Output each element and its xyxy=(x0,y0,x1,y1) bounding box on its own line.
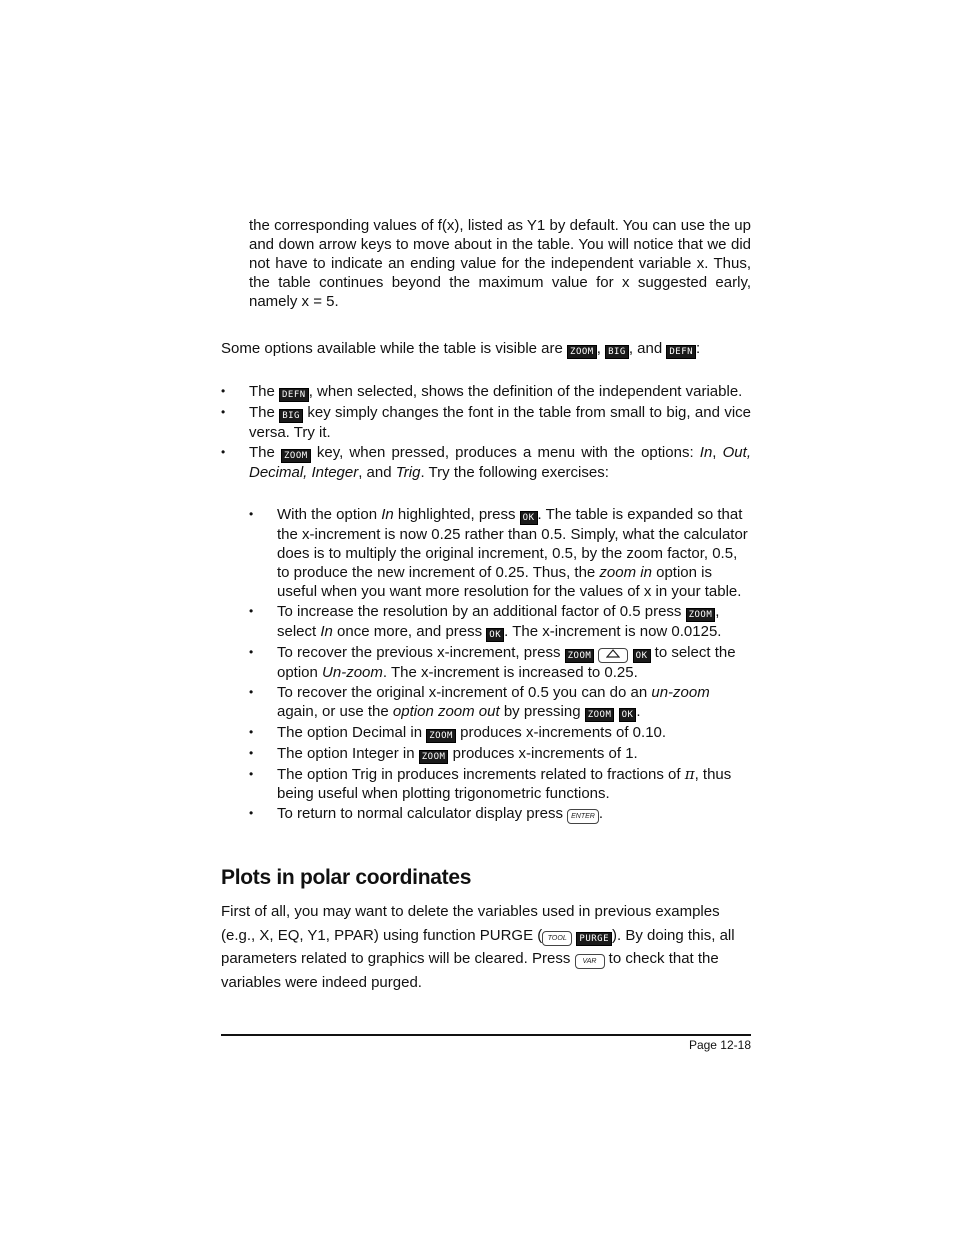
separator: , and xyxy=(628,340,667,357)
text: , when selected, shows the definition of the independent variable. xyxy=(308,383,743,400)
list-item xyxy=(221,403,751,442)
text: The option Decimal in xyxy=(277,724,427,741)
bullet-icon: • xyxy=(249,746,254,760)
list-item xyxy=(221,382,751,402)
text: zoom in xyxy=(599,564,652,581)
bullet-icon: • xyxy=(249,507,254,521)
list-item xyxy=(249,765,751,803)
bullet-icon: • xyxy=(249,725,254,739)
text: key simply changes the font in the table from small to big, and vice versa. Try it. xyxy=(249,404,751,441)
text: . The x-increment is increased to 0.25. xyxy=(382,664,638,681)
text: produces x-increments of 1. xyxy=(448,745,638,762)
section-paragraph xyxy=(221,900,751,994)
text: un-zoom xyxy=(651,684,710,701)
text: . The x-increment is now 0.0125. xyxy=(504,623,722,640)
defn-key-icon: DEFN xyxy=(279,388,309,402)
option-out: Out, xyxy=(722,444,751,461)
text: To recover the previous x-increment, press xyxy=(277,644,565,661)
bullet-icon: • xyxy=(249,645,254,659)
text: Un-zoom xyxy=(322,664,383,681)
option-in: In xyxy=(699,444,713,461)
text: key, when pressed, produces a menu with the options: xyxy=(310,444,700,461)
options-bullet-list xyxy=(221,382,751,483)
ok-key-icon: OK xyxy=(633,649,651,663)
text: . xyxy=(598,805,604,822)
text: . The table is expanded so that the x-increment is now 0.25 rather than 0.5. Simply, what the calculator does is to multiply the original increment, 0.5, by the zoom factor, 0.5, to produce the new increment of 0.25. Thus, the xyxy=(277,506,748,581)
tool-key-icon: TOOL xyxy=(542,931,572,946)
bullet-icon: • xyxy=(249,685,254,699)
text: The xyxy=(249,404,280,421)
text: again, or use the xyxy=(277,703,393,720)
bullet-icon: • xyxy=(249,767,254,781)
text: to select the option xyxy=(277,644,736,681)
list-item xyxy=(221,443,751,482)
separator: , xyxy=(596,340,606,357)
text: by pressing xyxy=(499,703,585,720)
list-item xyxy=(249,683,751,722)
list-item xyxy=(249,744,751,764)
text: To return to normal calculator display press xyxy=(277,805,568,822)
zoom-key-icon: ZOOM xyxy=(567,345,597,359)
text: , and xyxy=(358,464,396,481)
zoom-key-icon: ZOOM xyxy=(686,608,716,622)
defn-key-icon: DEFN xyxy=(666,345,696,359)
bullet-icon: • xyxy=(249,604,254,618)
list-item xyxy=(249,723,751,743)
var-key-icon: VAR xyxy=(575,954,605,969)
text: To recover the original x-increment of 0.5 you can do an xyxy=(277,684,652,701)
footer-rule xyxy=(221,1034,751,1036)
purge-key-icon: PURGE xyxy=(576,932,612,946)
list-item xyxy=(249,643,751,682)
text: The option Integer in xyxy=(277,745,419,762)
text: The xyxy=(249,383,280,400)
up-arrow-key-icon xyxy=(598,648,628,663)
text: First of all, you may want to delete the variables used in previous examples (e.g., X, EQ, Y1, PPAR) using function PURGE ( xyxy=(221,903,720,944)
text: , select xyxy=(277,603,720,640)
text: . xyxy=(636,703,641,720)
big-key-icon: BIG xyxy=(279,409,303,423)
exercise-bullet-list xyxy=(249,505,751,825)
pi-symbol: π xyxy=(684,765,695,783)
continuation-text: the corresponding values of f(x), listed as Y1 by default. You can use the up and down arrow keys to move about in the table. You will notice that we did not have to indicate an ending value for the independent variable x. Thus, the table continues beyond the maximum value for x suggested early, namely x = 5. xyxy=(249,217,751,310)
big-key-icon: BIG xyxy=(605,345,629,359)
list-item xyxy=(249,505,751,601)
bullet-icon: • xyxy=(221,405,226,419)
text: produces x-increments of 0.10. xyxy=(455,724,667,741)
ok-key-icon: OK xyxy=(486,628,504,642)
zoom-key-icon: ZOOM xyxy=(585,708,615,722)
list-item xyxy=(249,602,751,642)
text: To increase the resolution by an additional factor of 0.5 press xyxy=(277,603,686,620)
ok-key-icon: OK xyxy=(520,511,538,525)
section-title: Plots in polar coordinates xyxy=(221,866,472,889)
text: option zoom out xyxy=(392,703,500,720)
bullet-icon: • xyxy=(221,445,226,459)
option-trig: Trig xyxy=(395,464,421,481)
text: . Try the following exercises: xyxy=(420,464,609,481)
enter-key-icon: ENTER xyxy=(567,809,599,824)
text: ). By doing this, all parameters related to graphics will be cleared. Press xyxy=(221,926,735,967)
zoom-key-icon: ZOOM xyxy=(281,449,311,463)
page-number: Page 12-18 xyxy=(688,1038,751,1052)
text: In xyxy=(320,623,333,640)
options-intro xyxy=(221,339,751,359)
text: , xyxy=(712,444,723,461)
text: In xyxy=(381,506,394,523)
bullet-icon: • xyxy=(221,384,226,398)
option-decimal-integer: Decimal, Integer xyxy=(249,464,359,481)
list-item xyxy=(249,804,751,824)
text: The xyxy=(249,444,282,461)
continuation-paragraph xyxy=(249,216,751,311)
text: The option Trig in produces increments related to fractions of xyxy=(277,766,685,783)
separator: : xyxy=(696,340,701,357)
zoom-key-icon: ZOOM xyxy=(565,649,595,663)
text: once more, and press xyxy=(332,623,487,640)
text: With the option xyxy=(277,506,382,523)
options-intro-text: Some options available while the table is visible are xyxy=(221,340,568,357)
zoom-key-icon: ZOOM xyxy=(419,750,449,764)
bullet-icon: • xyxy=(249,806,254,820)
text: , thus being useful when plotting trigonometric functions. xyxy=(277,766,732,802)
zoom-key-icon: ZOOM xyxy=(426,729,456,743)
text: highlighted, press xyxy=(393,506,520,523)
ok-key-icon: OK xyxy=(619,708,637,722)
text: to check that the variables were indeed purged. xyxy=(221,950,719,991)
text: option is useful when you want more resolution for the values of x in your table. xyxy=(277,564,742,600)
